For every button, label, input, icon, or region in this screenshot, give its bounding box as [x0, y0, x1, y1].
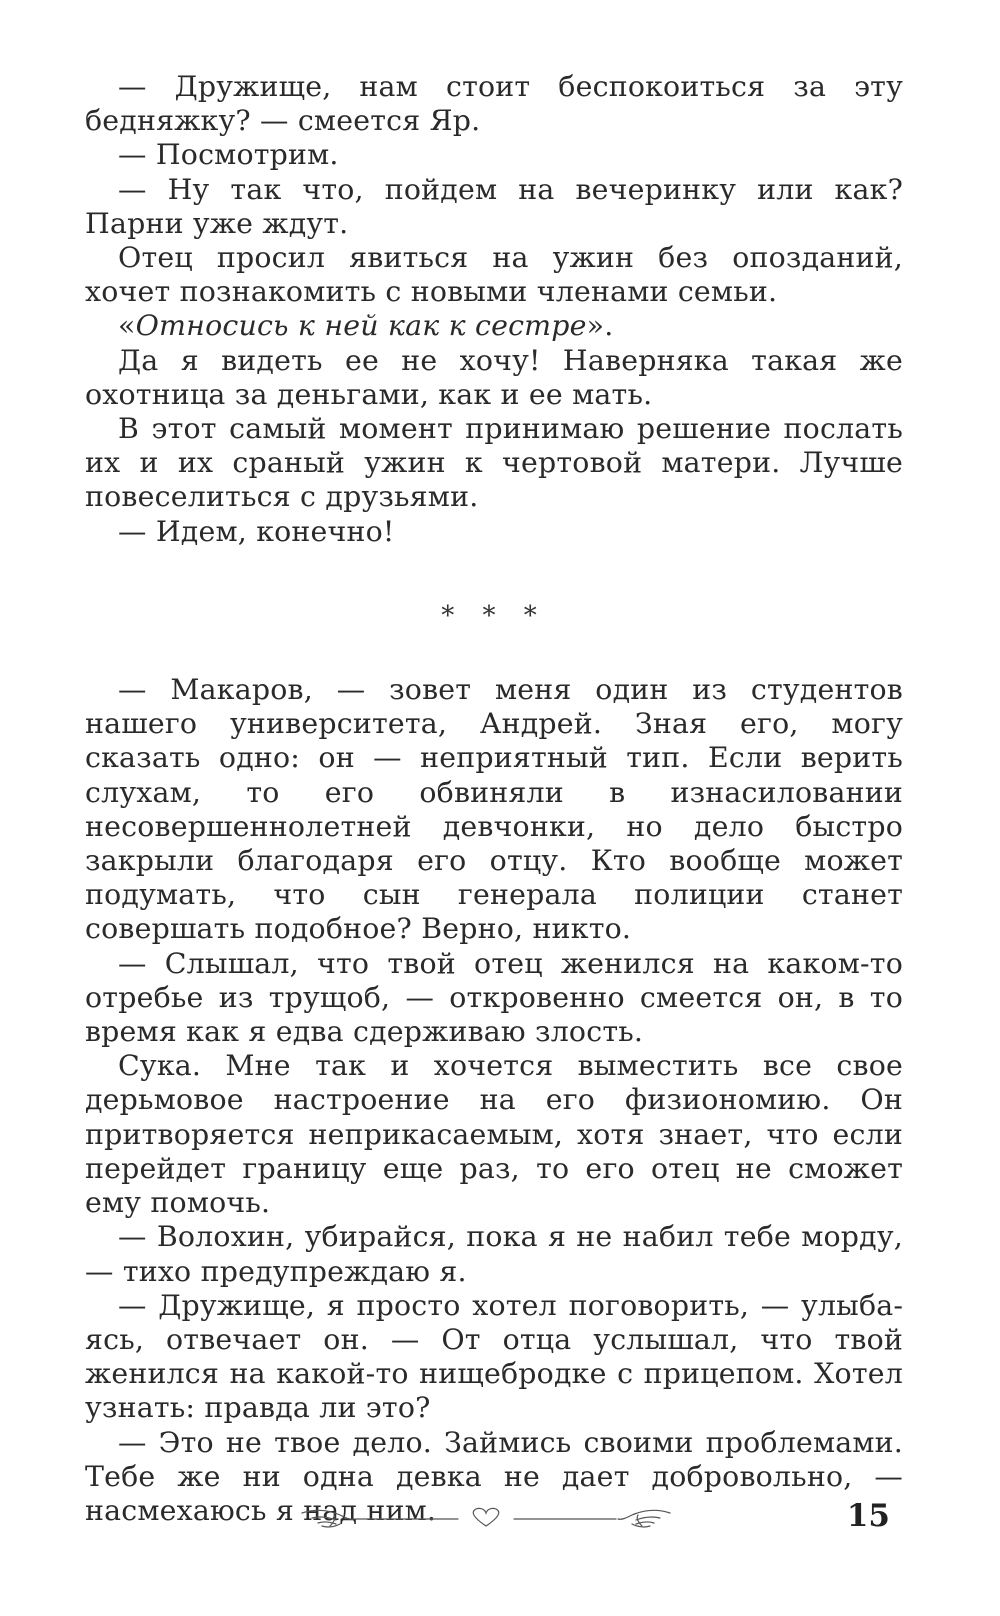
winged-heart-ornament-icon: [300, 1504, 672, 1532]
paragraph-10: — Слышал, что твой отец женился на каком-то отребье из трущоб, — откровенно смеется он, в то время как я едва сдерживаю злость.: [85, 946, 903, 1049]
page-footer: [0, 1498, 1000, 1538]
scene-break: * * *: [441, 600, 547, 631]
paragraph-14: — Это не твое дело. Займись своими проблемами. Тебе же ни одна девка не дает добровольно, — насмехаюсь я над ним.: [85, 1425, 903, 1527]
paragraph-13: — Дружище, я просто хотел поговорить, — улыбаясь, отвечает он. — От отца услышал, что твой женился на какой-то нищебродке с прицепом. Хотел узнать: правда ли это?: [85, 1288, 903, 1425]
paragraph-4: Отец просил явиться на ужин без опозданий, хочет познакомить с новыми членами семьи.: [85, 241, 903, 309]
quote-close: ».: [586, 309, 614, 343]
page-number: 15: [846, 1498, 890, 1534]
paragraph-7: В этот самый момент принимаю решение послать их и их сраный ужин к чертовой матери. Лучше повеселиться с друзьями.: [85, 412, 903, 514]
paragraph-1: — Дружище, нам стоит беспокоиться за эту бедняжку? — смеется Яр.: [85, 70, 903, 138]
paragraph-9: — Макаров, — зовет меня один из студентов нашего университета, Андрей. Зная его, могу сказать одно: он — неприятный тип. Если верить слухам, то его обвиняли в изнасиловании несовершеннолетней девчонки, но дело быстро закрыли благодаря его отцу. Кто вообще может подумать, что сын генерала полиции станет совершать подобное? Верно, никто.: [85, 673, 903, 946]
paragraph-2: — Посмотрим.: [118, 138, 339, 172]
paragraph-3: — Ну так что, пойдем на вечеринку или как? Парни уже ждут.: [85, 172, 903, 240]
paragraph-8: — Идем, конечно!: [118, 514, 395, 548]
paragraph-6: Да я видеть ее не хочу! Наверняка такая же охотница за деньгами, как и ее мать.: [85, 343, 903, 411]
paragraph-12: — Волохин, убирайся, пока я не набил тебе морду, — тихо предупреждаю я.: [85, 1220, 903, 1288]
paragraph-11: Сука. Мне так и хочется выместить все свое дерьмовое настроение на его физиономию. Он притворяется неприкасаемым, хотя знает, что если перейдет границу еще раз, то его отец не сможет ему помочь.: [85, 1049, 903, 1220]
page-body: [85, 70, 903, 1528]
quote-italic-text: Относись к ней как к сестре: [135, 309, 587, 343]
paragraph-5-quote: [85, 309, 903, 343]
quote-open: «: [118, 309, 136, 343]
